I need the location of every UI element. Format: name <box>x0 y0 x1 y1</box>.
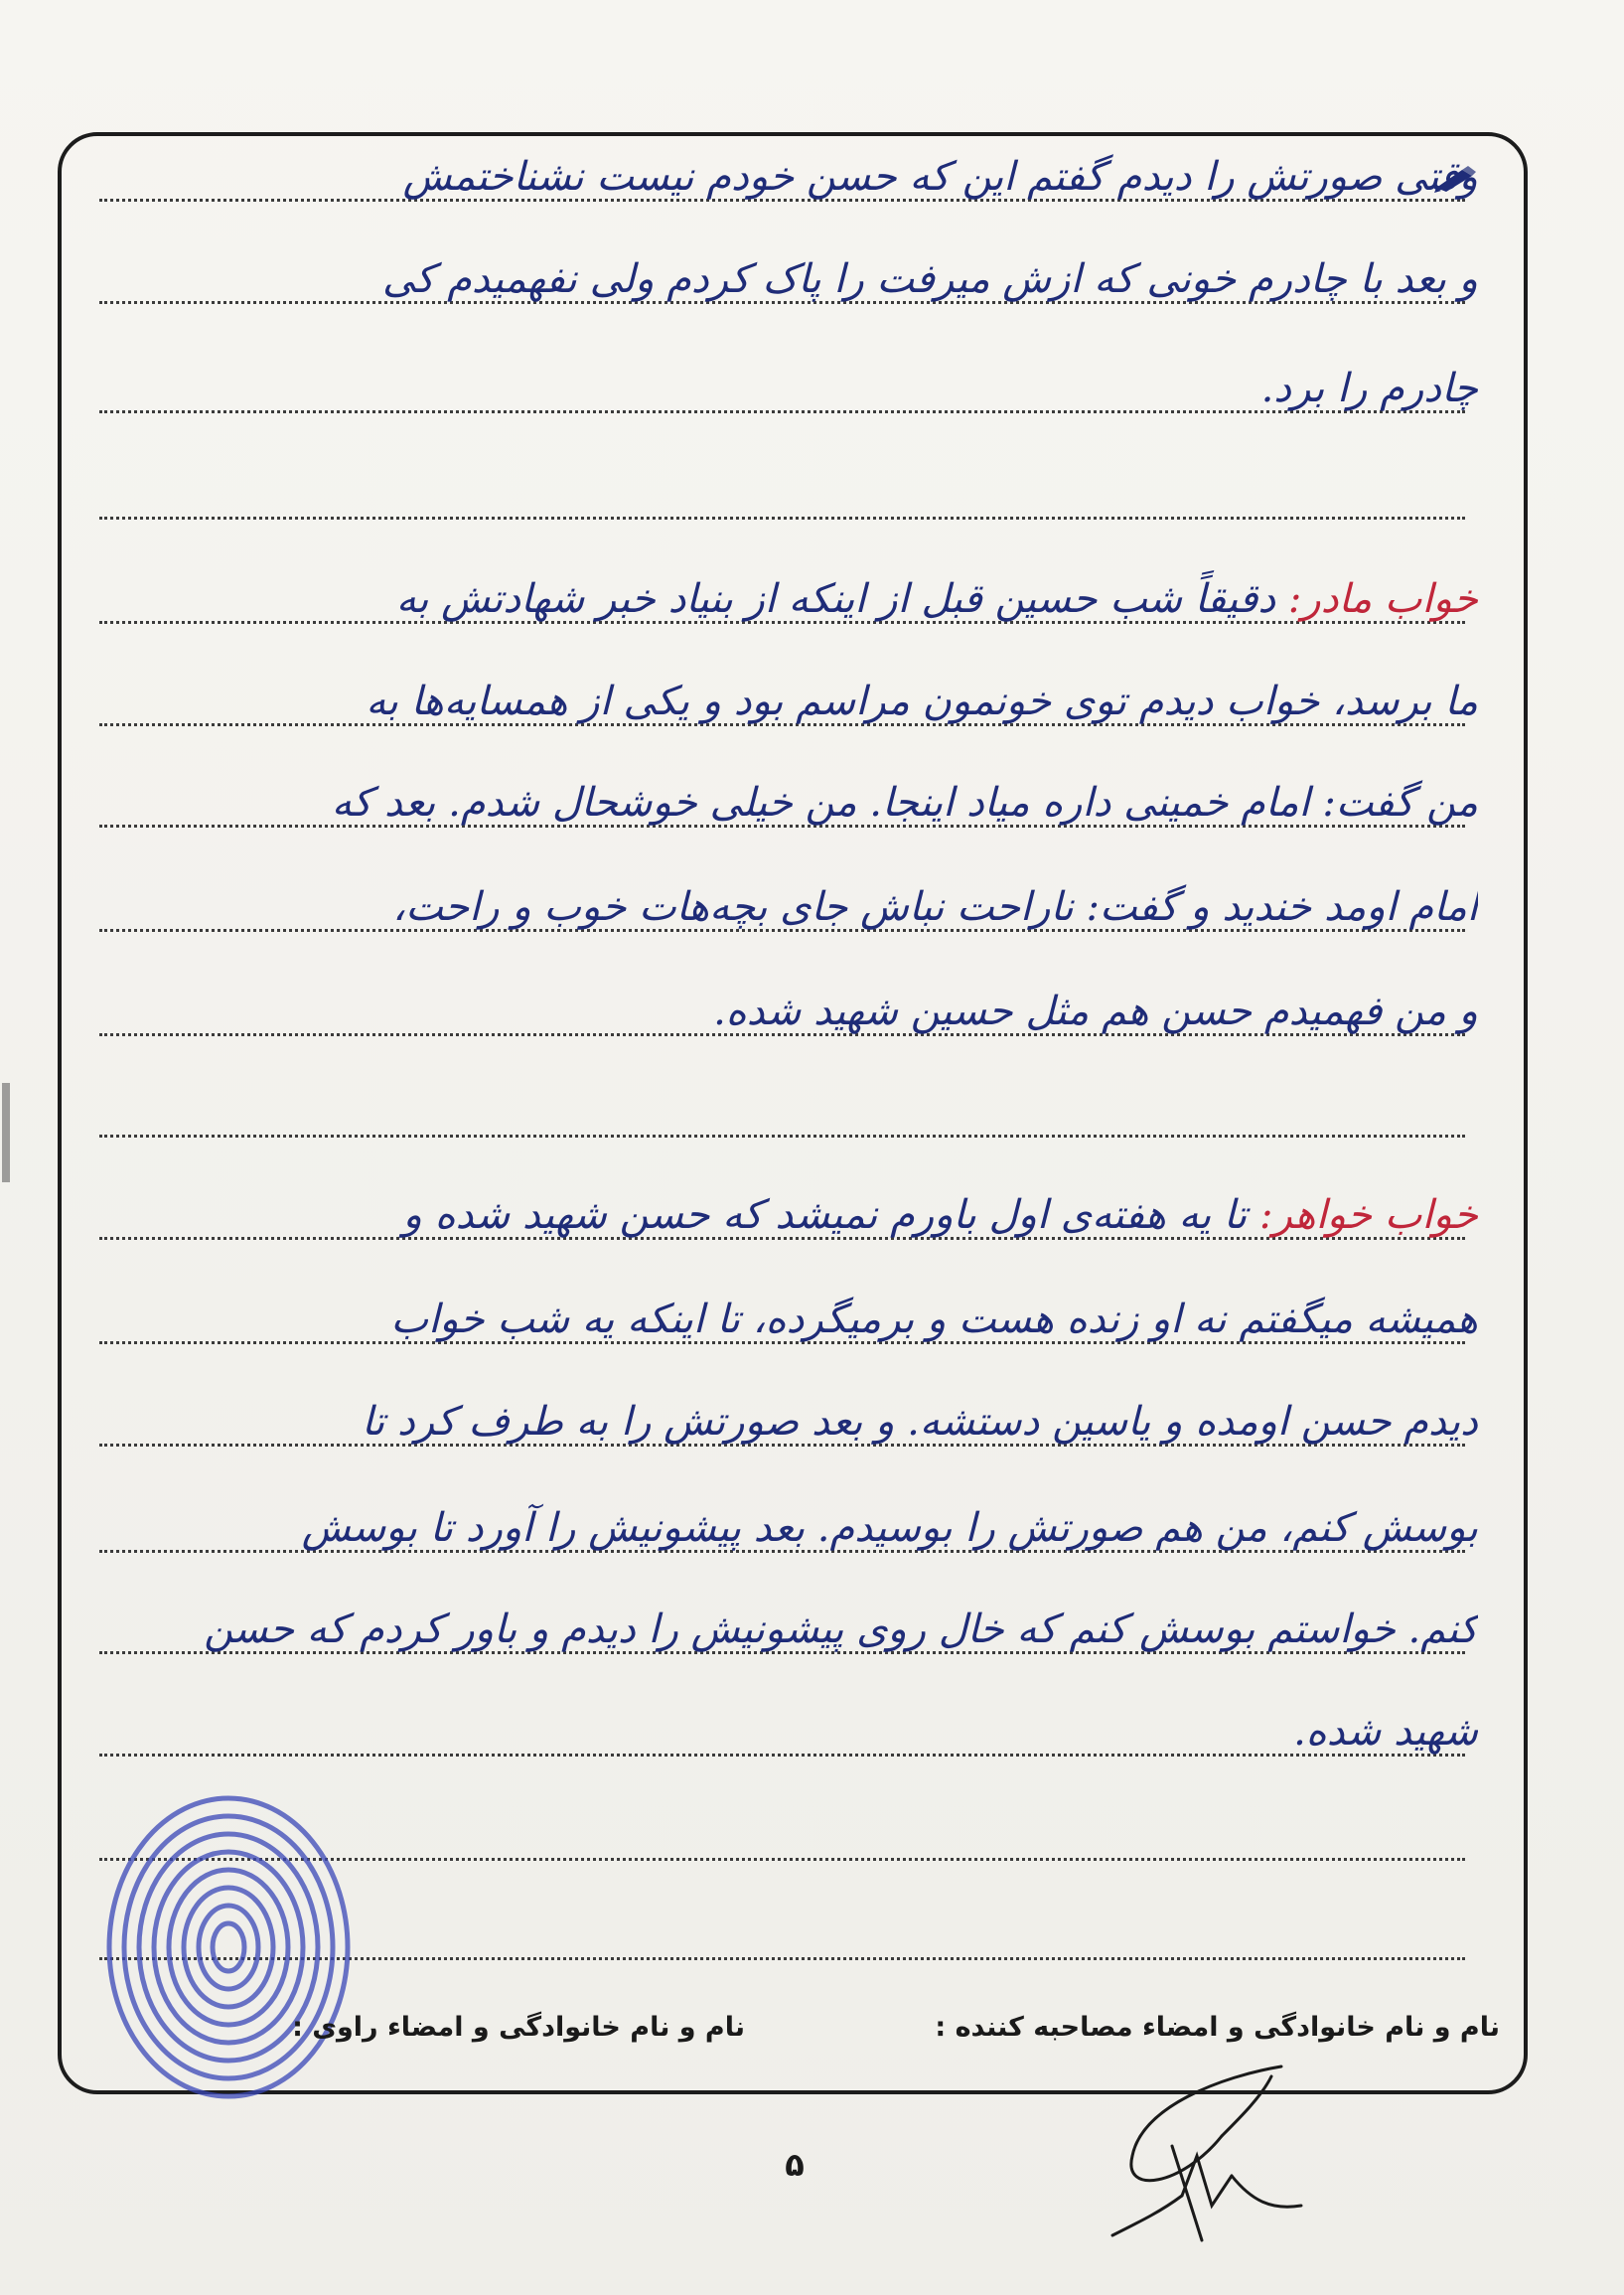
mother-dream-heading: خواب مادر: <box>1287 576 1478 622</box>
sister-dream-line: بوسش کنم، من هم صورتش را بوسیدم. بعد پیشونیش را آورد تا بوسش <box>301 1505 1478 1551</box>
fingerprint <box>94 1788 363 2106</box>
sister-dream-line: کنم. خواستم بوسش کنم که خال روی پیشونیش را دیدم و باور کردم که حسن <box>204 1606 1478 1652</box>
signature <box>1073 2037 1361 2265</box>
sister-dream-text: تا یه هفته‌ی اول باورم نمیشد که حسن شهید شده و <box>402 1192 1248 1238</box>
mother-dream-line: امام اومد خندید و گفت: ناراحت نباش جای بچه‌هات خوب و راحت، <box>392 884 1478 930</box>
mother-dream-line: من گفت: امام خمینی داره میاد اینجا. من خیلی خوشحال شدم. بعد که <box>331 780 1478 826</box>
sister-dream-line <box>87 1185 1478 1245</box>
ruled-line <box>99 1135 1465 1138</box>
page-number: ۵ <box>785 2146 805 2184</box>
mother-dream-line: ما برسد، خواب دیدم توی خونمون مراسم بود و یکی از همسایه‌ها به <box>366 679 1478 724</box>
sister-dream-heading: خواب خواهر: <box>1258 1192 1478 1238</box>
mother-dream-line <box>87 569 1478 629</box>
narrative-line: و بعد با چادرم خونی که ازش میرفت را پاک کردم ولی نفهمیدم کی <box>382 256 1478 302</box>
narrator-signature-label: نام و نام خانوادگی و امضاء راوی : <box>292 2012 745 2043</box>
ruled-line <box>99 517 1465 520</box>
sister-dream-line: شهید شده. <box>1293 1709 1478 1755</box>
sister-dream-line: همیشه میگفتم نه او زنده هست و برمیگرده، تا اینکه یه شب خواب <box>390 1297 1478 1342</box>
interviewer-signature-label: نام و نام خانوادگی و امضاء مصاحبه کننده : <box>935 2012 1500 2043</box>
mother-dream-text: دقیقاً شب حسین قبل از اینکه از بنیاد خبر شهادتش به <box>395 576 1276 622</box>
narrative-line: چادرم را برد. <box>1260 366 1478 411</box>
sister-dream-line: دیدم حسن اومده و یاسین دستشه. و بعد صورتش را به طرف کرد تا <box>361 1399 1478 1445</box>
mother-dream-line: و من فهمیدم حسن هم مثل حسین شهید شده. <box>713 989 1478 1034</box>
narrative-line: وقتی صورتش را دیدم گفتم این که حسن خودم نیست نشناختمش <box>402 154 1478 200</box>
binder-hole-mark <box>2 1083 10 1182</box>
